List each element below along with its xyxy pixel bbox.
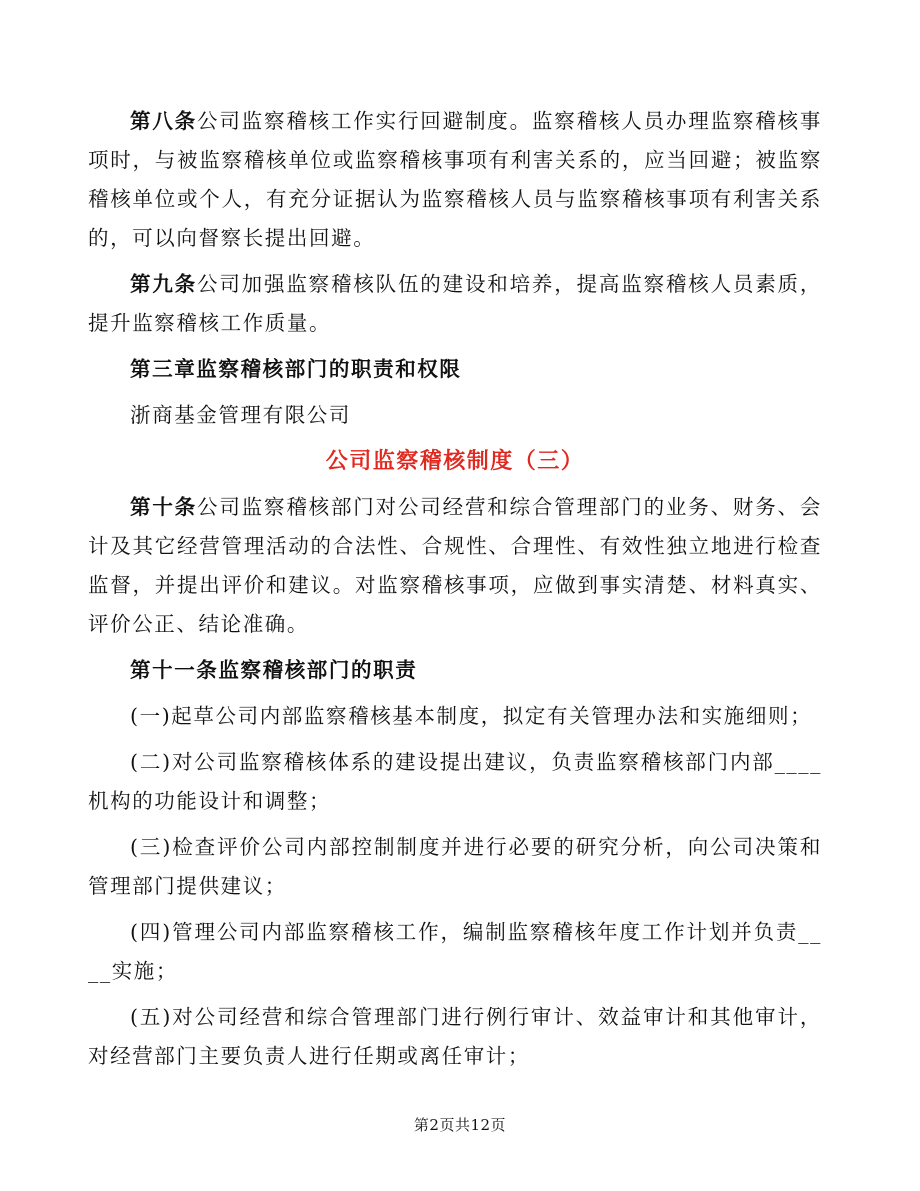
company-name: 浙商基金管理有限公司 [130, 403, 351, 427]
article-8-heading: 第八条 [130, 109, 197, 133]
article-8 [88, 102, 822, 258]
article-10-text: 公司监察稽核部门对公司经营和综合管理部门的业务、财务、会计及其它经营管理活动的合法性、合规性、合理性、有效性独立地进行检查监督，并提出评价和建议。对监察稽核事项，应做到事实清楚、材料真实、评价公正、结论准确。 [88, 495, 822, 636]
duty-item-3: (三)检查评价公司内部控制制度并进行必要的研究分析，向公司决策和管理部门提供建议； [88, 835, 822, 898]
duty-item-5: (五)对公司经营和综合管理部门进行例行审计、效益审计和其他审计，对经营部门主要负责人进行任期或离任审计； [88, 1005, 822, 1068]
section-title: 公司监察稽核制度（三） [325, 449, 585, 474]
document-body [88, 102, 822, 1083]
article-10-heading: 第十条 [130, 495, 197, 519]
article-8-text: 公司监察稽核工作实行回避制度。监察稽核人员办理监察稽核事项时，与被监察稽核单位或监察稽核事项有利害关系的，应当回避；被监察稽核单位或个人，有充分证据认为监察稽核人员与监察稽核事项有利害关系的，可以向督察长提出回避。 [88, 109, 822, 250]
page-number: 第2页共12页 [413, 1116, 507, 1134]
duty-item-1: (一)起草公司内部监察稽核基本制度，拟定有关管理办法和实施细则； [130, 704, 813, 728]
article-9-text: 公司加强监察稽核队伍的建设和培养，提高监察稽核人员素质，提升监察稽核工作质量。 [88, 272, 822, 335]
duty-item-4: (四)管理公司内部监察稽核工作，编制监察稽核年度工作计划并负责____实施； [88, 920, 822, 983]
chapter-3-heading: 第三章监察稽核部门的职责和权限 [130, 357, 462, 381]
article-11-heading: 第十一条监察稽核部门的职责 [130, 658, 418, 682]
article-10 [88, 488, 822, 644]
article-9-heading: 第九条 [130, 272, 197, 296]
article-9 [88, 265, 822, 343]
duty-item-2: (二)对公司监察稽核体系的建设提出建议，负责监察稽核部门内部____机构的功能设计和调整； [88, 750, 822, 813]
